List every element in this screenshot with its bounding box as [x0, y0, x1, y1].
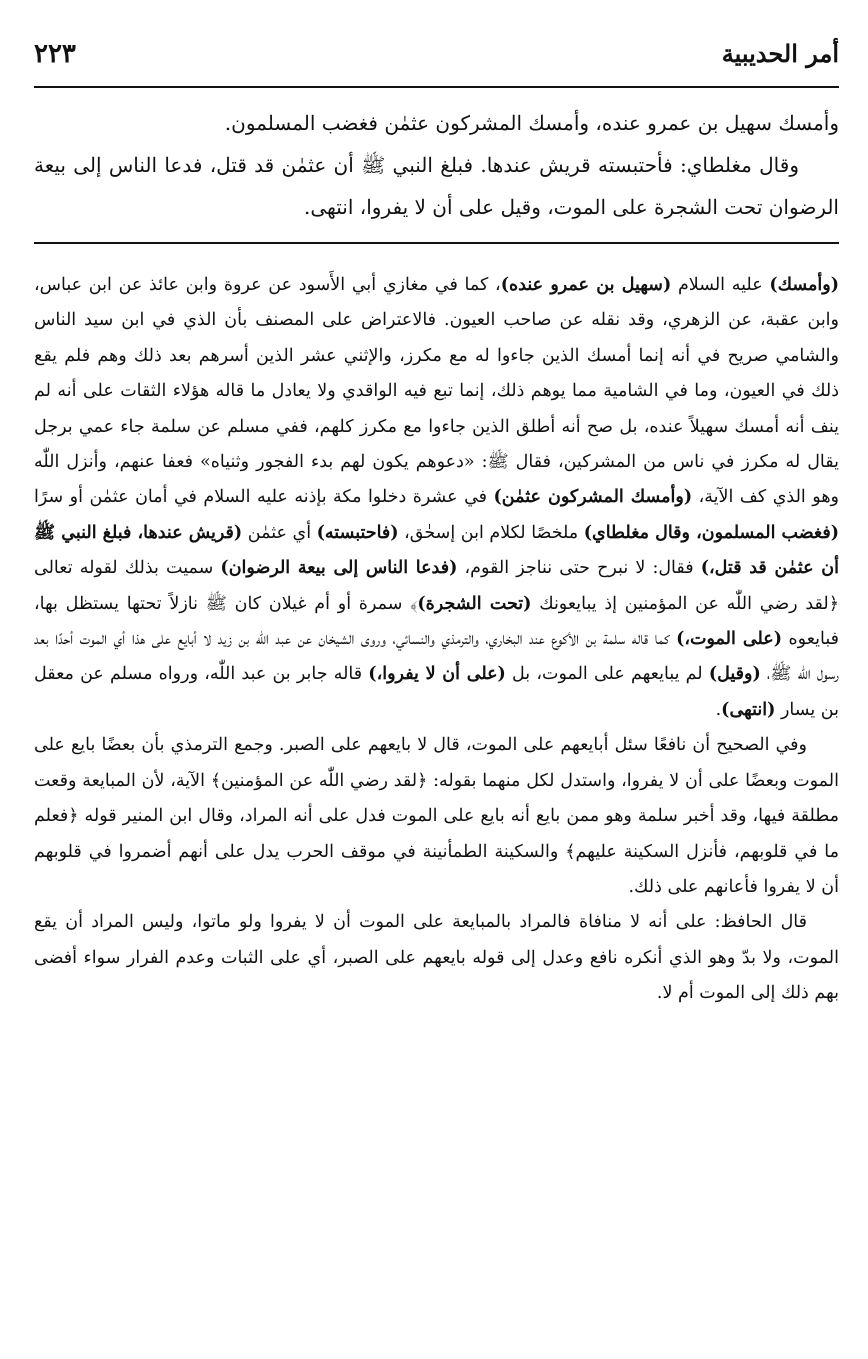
- commentary-text: فقال: لا نبرح حتى نناجز القوم،: [457, 558, 701, 579]
- quoted-phrase: (انتهى): [721, 699, 776, 720]
- quoted-phrase: (وأمسك المشركون عثمٰن): [493, 487, 693, 508]
- commentary-text: سميت بذلك لقوله تعالى ﴿لقد رضي اللّٰه عن المؤمنين إذ يبايعونك: [34, 558, 839, 614]
- quoted-phrase: (على أن لا يفروا،): [368, 664, 506, 685]
- quoted-phrase: (فغضب المسلمون، وقال مغلطاي): [583, 522, 839, 543]
- book-page: [34, 34, 839, 1334]
- quoted-phrase: (قريش عندها، فبلغ النبي ﷺ أن عثمٰن قد قتل،): [34, 522, 839, 579]
- commentary-text: ، كما في مغازي أبي الأَسود عن عروة وابن عائذ عن ابن عباس، وابن عقبة، عن الزهري، وقد نقله عن صاحب العيون. فالاعتراض على المصنف بأن الذي في ابن سيد الناس والشامي صريح في أنه إنما أمسك الذين جاءوا له مع مكرز، والإثني عشر الذين أسرهم بعد ذلك وهم فلم يقع ذلك في العيون، وما في الشامية مما يوهم ذلك، إنما تبع فيه الواقدي ولا يعادل ما قاله هؤلاء الثقات على أنه لم ينف أنه أمسك سهيلاً عنده، بل صح أنه أطلق الذين جاءوا مع مكرز كلهم، ففي مسلم عن سلمة جاء عمي برجل يقال له مكرز في ناس من المشركين، فقال ﷺ: «دعوهم يكون لهم بدء الفجور وثنياه» فعفا عنهم، وأنزل اللّٰه وهو الذي كف الآية،: [34, 275, 839, 508]
- quoted-phrase: (فاحتبسته): [316, 522, 399, 543]
- main-paragraph-2: وقال مغلطاي: فأحتبسته قريش عندها. فبلغ النبي ﷺ أن عثمٰن قد قتل، فدعا الناس إلى بيعة الرضوان تحت الشجرة على الموت، وقيل على أن لا يفروا، انتهى.: [34, 153, 839, 219]
- commentary-paragraph-1: [34, 268, 839, 728]
- quoted-phrase: (وأمسك): [769, 275, 839, 295]
- running-title: أمر الحديبية: [721, 39, 839, 68]
- commentary-text: كما قاله سلمة بن الأكوع عند البخاري، والترمذي والنسائي، وروى الشيخان عن عبد اللّٰه بن زيد لا أبايع على هذا أي الموت أحدًا بعد رسول اللّٰه ﷺ،: [34, 629, 839, 685]
- quoted-phrase: (على الموت،): [676, 629, 782, 650]
- main-paragraph-1: وأمسك سهيل بن عمرو عنده، وأمسك المشركون عثمٰن فغضب المسلمون.: [224, 111, 839, 135]
- commentary-text: .: [715, 699, 722, 720]
- commentary-text: لم يبايعهم على الموت، بل: [505, 664, 709, 685]
- quoted-phrase: (سهيل بن عمرو عنده): [500, 275, 672, 295]
- commentary-text: أي عثمٰن: [242, 522, 317, 543]
- commentary-text: عليه السلام: [671, 275, 770, 295]
- commentary-paragraph-3: قال الحافظ: على أنه لا منافاة فالمراد بالمبايعة على الموت أن لا يفروا ولو ماتوا، وليس المراد أن يقع الموت، ولا بدّ وهو الذي أنكره نافع وعدل إلى قوله بايعهم على الصبر، أي على الثبات وعدم الفرار سواء أفضى بهم ذلك إلى الموت أم لا.: [34, 912, 839, 1004]
- main-text: [34, 88, 839, 242]
- commentary-text: قاله جابر بن عبد اللّٰه، ورواه مسلم عن معقل بن يسار: [34, 664, 839, 720]
- quoted-phrase: (فدعا الناس إلى بيعة الرضوان): [220, 558, 458, 579]
- quoted-phrase: (تحت الشجرة): [417, 593, 532, 614]
- commentary-text: ﴾ سمرة أو أم غيلان كان ﷺ نازلاً تحتها يستظل بها، فبايعوه: [34, 593, 839, 650]
- commentary: [34, 244, 839, 1012]
- commentary-text: في عشرة دخلوا مكة بإذنه عليه السلام في أمان عثمٰن أو سرًا: [34, 487, 494, 508]
- commentary-text: ملخصًا لكلام ابن إسحٰق،: [398, 522, 584, 543]
- page-header: [34, 34, 839, 86]
- commentary-paragraph-2: وفي الصحيح أن نافعًا سئل أبايعهم على الموت، قال لا بايعهم على الصبر. وجمع الترمذي بأن بعضًا بايع على الموت وبعضًا على أن لا يفروا، واستدل لكل منهما بقوله: ﴿لقد رضي اللّٰه عن المؤمنين﴾ الآية، لأن المبايعة وقعت مطلقة فيها، وقد أخبر سلمة وهو ممن بايع أنه بايع على الموت فدل على أنه المراد، وقال ابن المنير قوله ﴿فعلم ما في قلوبهم، فأنزل السكينة عليهم﴾ والسكينة الطمأنينة في موقف الحرب يدل على أنهم أضمروا في قلوبهم أن لا يفروا فأعانهم على ذلك.: [34, 735, 839, 897]
- page-number: ٢٢٣: [34, 39, 76, 69]
- quoted-phrase: (وقيل): [708, 664, 761, 685]
